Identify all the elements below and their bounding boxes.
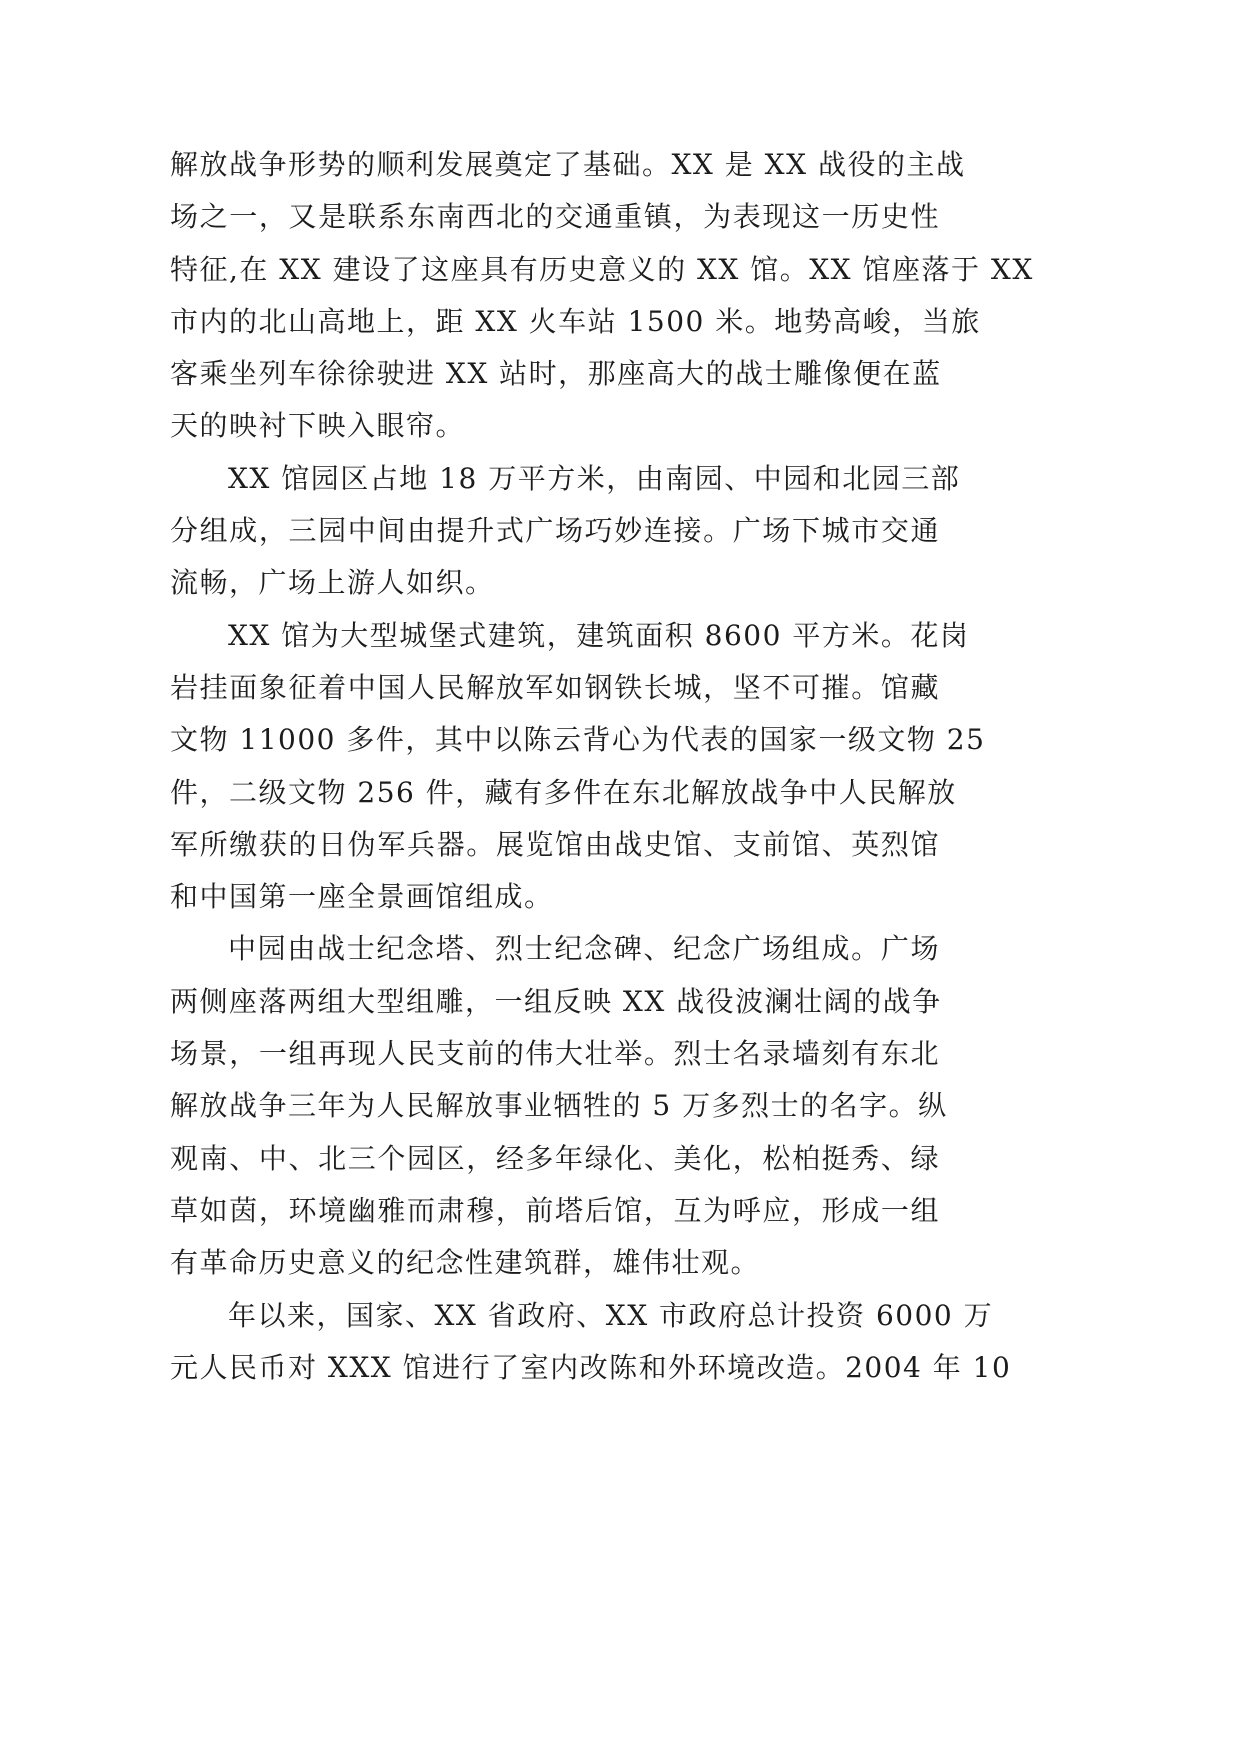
text-line: 解放战争三年为人民解放事业牺牲的 5 万多烈士的名字。纵 <box>170 1089 948 1123</box>
text-line: 客乘坐列车徐徐驶进 XX 站时，那座高大的战士雕像便在蓝 <box>170 357 942 391</box>
text-line: 草如茵，环境幽雅而肃穆，前塔后馆，互为呼应，形成一组 <box>170 1193 940 1227</box>
text-line: 元人民币对 XXX 馆进行了室内改陈和外环境改造。2004 年 10 <box>170 1350 1012 1384</box>
paragraph-2 <box>170 453 961 610</box>
text-line: 特征,在 XX 建设了这座具有历史意义的 XX 馆。XX 馆座落于 XX <box>170 252 1034 286</box>
text-line: 天的映衬下映入眼帘。 <box>170 409 466 443</box>
text-line: 流畅，广场上游人如织。 <box>170 566 495 600</box>
text-line: 场之一，又是联系东南西北的交通重镇，为表现这一历史性 <box>170 200 940 234</box>
text-line: 岩挂面象征着中国人民解放军如钢铁长城，坚不可摧。馆藏 <box>170 670 940 704</box>
text-line: XX 馆园区占地 18 万平方米，由南园、中园和北园三部 <box>228 461 961 495</box>
text-line: 年以来，国家、XX 省政府、XX 市政府总计投资 6000 万 <box>228 1298 994 1332</box>
text-line: 市内的北山高地上，距 XX 火车站 1500 米。地势高峻，当旅 <box>170 304 981 338</box>
text-line: 解放战争形势的顺利发展奠定了基础。XX 是 XX 战役的主战 <box>170 148 966 181</box>
paragraph-4 <box>170 923 948 1289</box>
text-line: 件，二级文物 256 件，藏有多件在东北解放战争中人民解放 <box>170 775 957 809</box>
text-line: 文物 11000 多件，其中以陈云背心为代表的国家一级文物 25 <box>170 723 986 757</box>
text-line: 军所缴获的日伪军兵器。展览馆由战史馆、支前馆、英烈馆 <box>170 827 940 861</box>
text-line: 有革命历史意义的纪念性建筑群，雄伟壮观。 <box>170 1246 761 1280</box>
paragraph-1 <box>170 139 1034 453</box>
paragraph-5 <box>170 1290 1012 1395</box>
text-line: 中园由战士纪念塔、烈士纪念碑、纪念广场组成。广场 <box>228 932 940 966</box>
text-line: 分组成，三园中间由提升式广场巧妙连接。广场下城市交通 <box>170 514 940 548</box>
text-line: 场景，一组再现人民支前的伟大壮举。烈士名录墙刻有东北 <box>170 1037 940 1071</box>
text-line: 和中国第一座全景画馆组成。 <box>170 880 554 914</box>
paragraph-3 <box>170 610 986 924</box>
text-line: XX 馆为大型城堡式建筑，建筑面积 8600 平方米。花岗 <box>228 618 970 652</box>
text-line: 观南、中、北三个园区，经多年绿化、美化，松柏挺秀、绿 <box>170 1141 940 1175</box>
text-line: 两侧座落两组大型组雕，一组反映 XX 战役波澜壮阔的战争 <box>170 984 942 1018</box>
body-text <box>170 139 1034 1394</box>
